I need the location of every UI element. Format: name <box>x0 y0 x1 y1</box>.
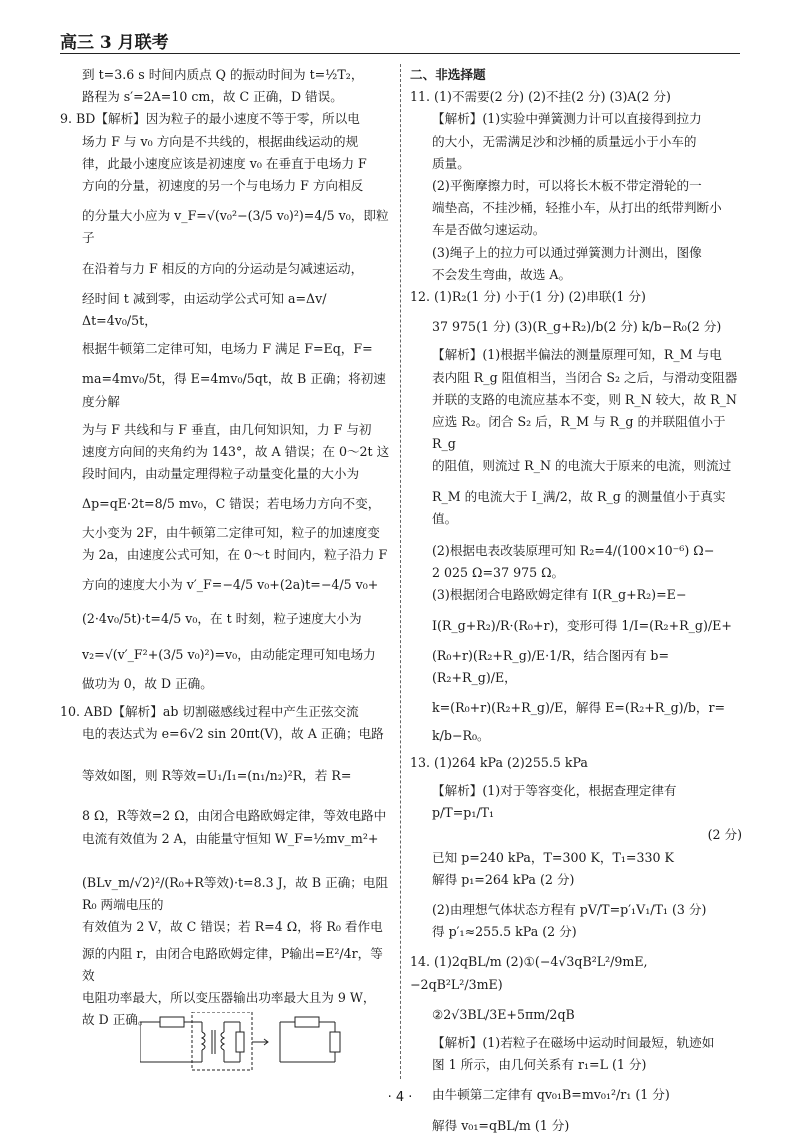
text-line: 的阻值，则流过 R_N 的电流大于原来的电流，则流过 <box>432 458 732 474</box>
text-line: 表内阻 R_g 阻值相当，当闭合 S₂ 之后，与滑动变阻器 <box>432 369 738 385</box>
question-9-line: 9. BD【解析】因为粒子的最小速度不等于零，所以电 <box>60 111 360 127</box>
text-line: 电阻功率最大，所以变压器输出功率最大且为 9 W， <box>82 989 376 1005</box>
text-line: 不会发生弯曲，故选 A。 <box>432 266 572 282</box>
text-line: 解得 v₀₁=qBL/m (1 分) <box>432 1117 570 1133</box>
text-line: 方向的速度大小为 v′_F=−4/5 v₀+(2a)t=−4/5 v₀+ <box>82 577 379 593</box>
text-line: 的分量大小应为 v_F=√(v₀²−(3/5 v₀)²)=4/5 v₀，即粒子 <box>82 208 389 246</box>
text-line: 端垫高，不挂沙桶，轻推小车，从打出的纸带判断小 <box>432 200 722 216</box>
page-header <box>60 22 740 54</box>
text-line: v₂=√(v′_F²+(3/5 v₀)²)=v₀，由动能定理可知电场力 <box>82 647 376 663</box>
column-divider <box>400 64 401 1079</box>
text-line: k=(R₀+r)(R₂+R_g)/E，解得 E=(R₂+R_g)/b，r= <box>432 700 726 716</box>
header-rule <box>60 53 740 54</box>
text-line: 由牛顿第二定律有 qv₀₁B=mv₀₁²/r₁ (1 分) <box>432 1087 670 1103</box>
text-line: 方向的分量，初速度的另一个与电场力 F 方向相反 <box>82 178 364 194</box>
text-line: 【解析】(1)根据半偏法的测量原理可知，R_M 与电 <box>432 347 722 363</box>
text-line: (R₀+r)(R₂+R_g)/E·1/R，结合图丙有 b=(R₂+R_g)/E， <box>432 647 670 686</box>
text-line: 在沿着与力 F 相反的方向的分运动是匀减速运动， <box>82 260 364 276</box>
text-line: 为与 F 共线和与 F 垂直，由几何知识知，力 F 与初 <box>82 421 372 437</box>
text-line: 路程为 s′=2A=10 cm，故 C 正确，D 错误。 <box>82 89 343 105</box>
text-line: I(R_g+R₂)/R·(R₀+r)，变形可得 1/I=(R₂+R_g)/E+ <box>432 617 732 633</box>
text-line: 做功为 0，故 D 正确。 <box>82 675 213 691</box>
left-column <box>60 64 390 1031</box>
text-line: 车是否做匀速运动。 <box>432 222 546 238</box>
text-line: 大小变为 2F，由牛顿第二定律可知，粒子的加速度变 <box>82 524 380 540</box>
equivalent-circuit-diagram <box>140 1012 370 1072</box>
question-10-line: 10. ABD【解析】ab 切割磁感线过程中产生正弦交流 <box>60 703 359 719</box>
text-line: 速度方向间的夹角约为 143°，故 A 错误；在 0～2t 这 <box>82 444 390 460</box>
section-title: 二、非选择题 <box>410 67 486 82</box>
text-line: 2 025 Ω=37 975 Ω。 <box>432 565 565 581</box>
text-line: ma=4mv₀/5t，得 E=4mv₀/5qt，故 B 正确；将初速度分解 <box>82 371 386 409</box>
text-line: 得 p′₁≈255.5 kPa (2 分) <box>432 924 577 940</box>
text-line: 源的内阻 r，由闭合电路欧姆定律，P输出=E²/4r，等效 <box>82 945 383 983</box>
text-line: 8 Ω，R等效=2 Ω，由闭合电路欧姆定律，等效电路中 <box>82 808 387 824</box>
text-line: 质量。 <box>432 155 470 171</box>
text-line: 根据牛顿第二定律可知，电场力 F 满足 F=Eq，F= <box>82 341 373 357</box>
text-line: 场力 F 与 v₀ 方向是不共线的，根据曲线运动的规 <box>82 133 359 149</box>
text-line: 应选 R₂。闭合 S₂ 后，R_M 与 R_g 的并联阻值小于 R_g <box>432 414 726 452</box>
text-line: 并联的支路的电流应基本不变，则 R_N 较大，故 R_N <box>432 391 737 407</box>
text-line: 【解析】(1)实验中弹簧测力计可以直接得到拉力 <box>432 111 702 127</box>
text-line: 【解析】(1)若粒子在磁场中运动时间最短，轨迹如 <box>432 1034 715 1050</box>
text-line: 经时间 t 减到零，由运动学公式可知 a=Δv/Δt=4v₀/5t， <box>82 290 327 329</box>
text-line: 电的表达式为 e=6√2 sin 20πt(V)，故 A 正确；电路 <box>82 726 384 742</box>
text-line: (2)平衡摩擦力时，可以将长木板不带定滑轮的一 <box>432 178 702 194</box>
right-column <box>410 64 742 1137</box>
text-line: 故 D 正确。 <box>82 1012 151 1028</box>
text-line: 有效值为 2 V，故 C 错误；若 R=4 Ω，将 R₀ 看作电 <box>82 919 383 935</box>
text-line: 到 t=3.6 s 时间内质点 Q 的振动时间为 t=½T₂， <box>82 67 364 82</box>
text-line: 图 1 所示，由几何关系有 r₁=L (1 分) <box>432 1057 647 1073</box>
text-line: 37 975(1 分) (3)(R_g+R₂)/b(2 分) k/b−R₀(2 分) <box>432 319 722 335</box>
text-line: Δp=qE·2t=8/5 mv₀，C 错误；若电场力方向不变， <box>82 496 381 512</box>
header-title: 高三 3 月联考 <box>60 33 169 53</box>
page-number: · 4 · <box>387 1090 413 1105</box>
question-12-line: 12. (1)R₂(1 分) 小于(1 分) (2)串联(1 分) <box>410 289 646 305</box>
text-line: 电流有效值为 2 A，由能量守恒知 W_F=½mv_m²+ <box>82 830 379 846</box>
text-line: 的大小，无需满足沙和沙桶的质量远小于小车的 <box>432 133 697 149</box>
text-line: ②2√3BL/3E+5πm/2qB <box>432 1006 575 1022</box>
text-line: 等效如图，则 R等效=U₁/I₁=(n₁/n₂)²R，若 R= <box>82 768 352 784</box>
text-line: 为 2a，由速度公式可知，在 0～t 时间内，粒子沿力 F <box>82 546 388 562</box>
text-line: R_M 的电流大于 I_满/2，故 R_g 的测量值小于真实值。 <box>432 488 726 526</box>
text-line: (2)由理想气体状态方程有 pV/T=p′₁V₁/T₁ (3 分) <box>432 901 707 917</box>
text-line: 已知 p=240 kPa，T=300 K，T₁=330 K <box>432 849 674 865</box>
question-11-line: 11. (1)不需要(2 分) (2)不挂(2 分) (3)A(2 分) <box>410 89 671 105</box>
question-14-line: 14. (1)2qBL/m (2)①(−4√3qB²L²/9mE, −2qB²L²/3mE) <box>410 954 648 992</box>
text-line: 【解析】(1)对于等容变化，根据查理定律有 p/T=p₁/T₁ <box>432 782 677 821</box>
text-line: (2·4v₀/5t)·t=4/5 v₀，在 t 时刻，粒子速度大小为 <box>82 611 362 627</box>
text-line: (3)绳子上的拉力可以通过弹簧测力计测出，图像 <box>432 244 702 260</box>
text-line: (2)根据电表改装原理可知 R₂=4/(100×10⁻⁶) Ω− <box>432 543 715 559</box>
text-line: 解得 p₁=264 kPa (2 分) <box>432 871 575 887</box>
text-line: (3)根据闭合电路欧姆定律有 I(R_g+R₂)=E− <box>432 587 687 603</box>
score-line: (2 分) <box>707 827 742 843</box>
text-line: k/b−R₀。 <box>432 728 490 744</box>
question-13-line: 13. (1)264 kPa (2)255.5 kPa <box>410 754 588 770</box>
text-line: 律，此最小速度应该是初速度 v₀ 在垂直于电场力 F <box>82 155 367 171</box>
text-line: 段时间内，由动量定理得粒子动量变化量的大小为 <box>82 466 360 482</box>
text-line: (BLv_m/√2)²/(R₀+R等效)·t=8.3 J，故 B 正确；电阻 R₀ 两端电压的 <box>82 874 389 913</box>
